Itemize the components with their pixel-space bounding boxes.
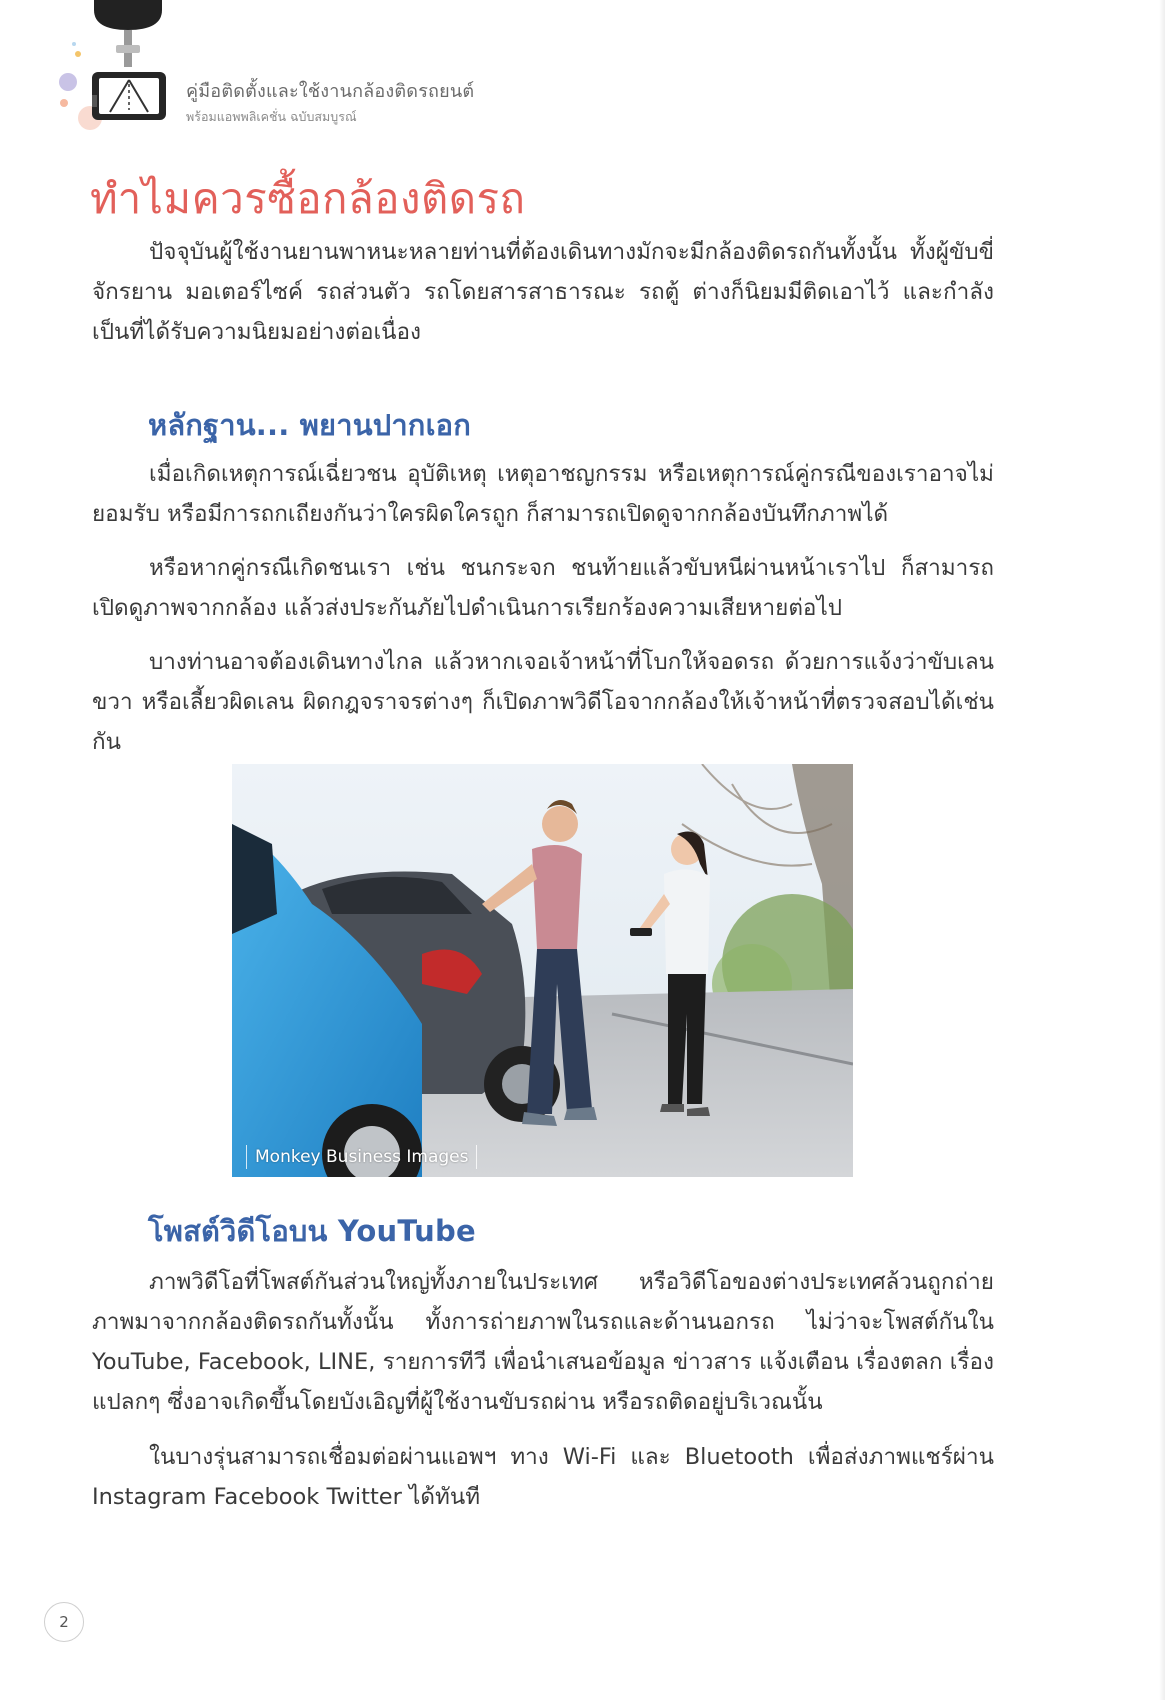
paragraph-evidence-1: เมื่อเกิดเหตุการณ์เฉี่ยวชน อุบัติเหตุ เหตุอาชญกรรม หรือเหตุการณ์คู่กรณีของเราอาจไม่ยอมรับ หรือมีการถกเถียงกันว่าใครผิดใครถูก ก็สามารถเปิดดูจากกล้องบันทึกภาพได้ xyxy=(92,461,994,527)
section-heading-evidence: หลักฐาน... พยานปากเอก xyxy=(148,408,472,442)
header xyxy=(186,76,474,127)
paragraph-evidence-3: บางท่านอาจต้องเดินทางไกล แล้วหากเจอเจ้าหน้าที่โบกให้จอดรถ ด้วยการแจ้งว่าขับเลนขวา หรือเลี้ยวผิดเลน ผิดกฎจราจรต่างๆ ก็เปิดภาพวิดีโอจากกล้องให้เจ้าหน้าที่ตรวจสอบได้เช่นกัน xyxy=(92,649,994,755)
paragraph-evidence-2: หรือหากคู่กรณีเกิดชนเรา เช่น ชนกระจก ชนท้ายแล้วขับหนีผ่านหน้าเราไป ก็สามารถเปิดดูภาพจากกล้อง แล้วส่งประกันภัยไปดำเนินการเรียกร้องความเสียหายต่อไป xyxy=(92,555,994,621)
page-edge xyxy=(1159,0,1165,1700)
intro-paragraph: ปัจจุบันผู้ใช้งานยานพาหนะหลายท่านที่ต้องเดินทางมักจะมีกล้องติดรถกันทั้งนั้น ทั้งผู้ขับขี่จักรยาน มอเตอร์ไซค์ รถส่วนตัว รถโดยสารสาธารณะ รถตู้ ต่างก็นิยมมีติดเอาไว้ และกำลังเป็นที่ได้รับความนิยมอย่างต่อเนื่อง xyxy=(92,239,994,345)
paragraph-youtube-2: ในบางรุ่นสามารถเชื่อมต่อผ่านแอพฯ ทาง Wi-Fi และ Bluetooth เพื่อส่งภาพแชร์ผ่าน Instagram Facebook Twitter ได้ทันที xyxy=(92,1444,994,1510)
header-title: คู่มือติดตั้งและใช้งานกล้องติดรถยนต์ xyxy=(186,81,475,102)
header-subtitle: พร้อมแอพพลิเคชั่น ฉบับสมบูรณ์ xyxy=(186,109,357,124)
dashcam-logo-icon xyxy=(52,0,177,130)
photo-credit: Monkey Business Images xyxy=(246,1145,477,1169)
section-heading-youtube: โพสต์วิดีโอบน YouTube xyxy=(148,1214,476,1248)
page-number: 2 xyxy=(44,1602,84,1642)
accident-photo xyxy=(232,764,853,1177)
page-title: ทำไมควรซื้อกล้องติดรถ xyxy=(90,174,526,223)
paragraph-youtube-1: ภาพวิดีโอที่โพสต์กันส่วนใหญ่ทั้งภายในประเทศ หรือวิดีโอของต่างประเทศล้วนถูกถ่ายภาพมาจากกล้องติดรถกันทั้งนั้น ทั้งการถ่ายภาพในรถและด้านนอกรถ ไม่ว่าจะโพสต์กันใน YouTube, Facebook, LINE, รายการทีวี เพื่อนำเสนอข้อมูล ข่าวสาร แจ้งเตือน เรื่องตลก เรื่องแปลกๆ ซึ่งอาจเกิดขึ้นโดยบังเอิญที่ผู้ใช้งานขับรถผ่าน หรือรถติดอยู่บริเวณนั้น xyxy=(92,1269,994,1415)
